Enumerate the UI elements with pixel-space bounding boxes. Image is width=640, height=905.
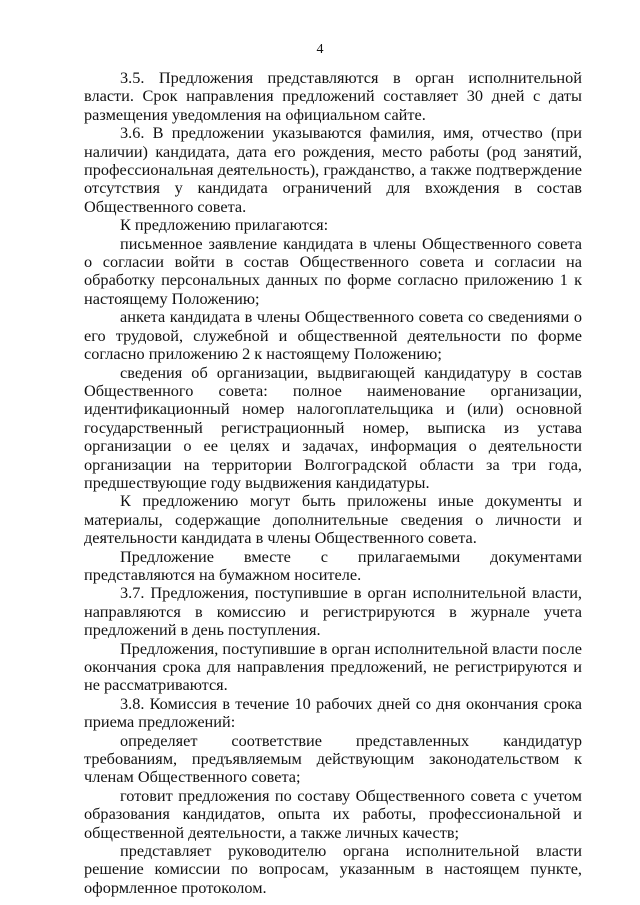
- paragraph: анкета кандидата в члены Общественного совета со сведениями о его трудовой, служебной и общественной деятельности по форме согласно приложению 2 к настоящему Положению;: [84, 307, 582, 364]
- paragraph: 3.7. Предложения, поступившие в орган исполнительной власти, направляются в комиссию и регистрируются в журнале учета предложений в день поступления.: [84, 583, 582, 640]
- paragraph: определяет соответствие представленных кандидатур требованиям, предъявляемым действующим законодательством к членам Общественного совета;: [84, 730, 582, 787]
- paragraph: сведения об организации, выдвигающей кандидатуру в состав Общественного совета: полное наименование организации, идентификационный номер налогоплательщика и (или) основной государственный регистрационный номер, выписка из устава организации о ее целях и задачах, информация о деятельности организации на территории Волгоградской области за три года, предшествующие году выдвижения кандидатуры.: [84, 362, 582, 492]
- document-body: [84, 69, 582, 897]
- paragraph: К предложению прилагаются:: [120, 215, 329, 235]
- paragraph: Предложение вместе с прилагаемыми документами представляются на бумажном носителе.: [84, 546, 582, 584]
- paragraph: письменное заявление кандидата в члены Общественного совета о согласии войти в состав Общественного совета и согласии на обработку персональных данных по форме согласно приложению 1 к настоящему Положению;: [84, 233, 582, 308]
- paragraph: представляет руководителю органа исполнительной власти решение комиссии по вопросам, указанным в настоящем пункте, оформленное протоколом.: [84, 841, 582, 897]
- paragraph: Предложения, поступившие в орган исполнительной власти после окончания срока для направления предложений, не регистрируются и не рассматриваются.: [84, 638, 582, 695]
- paragraph: 3.5. Предложения представляются в орган исполнительной власти. Срок направления предложений составляет 30 дней с даты размещения уведомления на официальном сайте.: [84, 68, 582, 124]
- paragraph: 3.8. Комиссия в течение 10 рабочих дней со дня окончания срока приема предложений:: [84, 693, 582, 732]
- paragraph: 3.6. В предложении указываются фамилия, имя, отчество (при наличии) кандидата, дата его рождения, место работы (род занятий, профессиональная деятельность), гражданство, а также подтверждение отсутствия у кандидата ограничений для вхождения в состав Общественного совета.: [84, 123, 582, 216]
- paragraph: готовит предложения по составу Общественного совета с учетом образования кандидатов, опыта их работы, профессиональной и общественной деятельности, а также личных качеств;: [84, 785, 582, 842]
- page-number: 4: [316, 42, 324, 57]
- paragraph: К предложению могут быть приложены иные документы и материалы, содержащие дополнительные сведения о личности и деятельности кандидата в члены Общественного совета.: [84, 491, 582, 548]
